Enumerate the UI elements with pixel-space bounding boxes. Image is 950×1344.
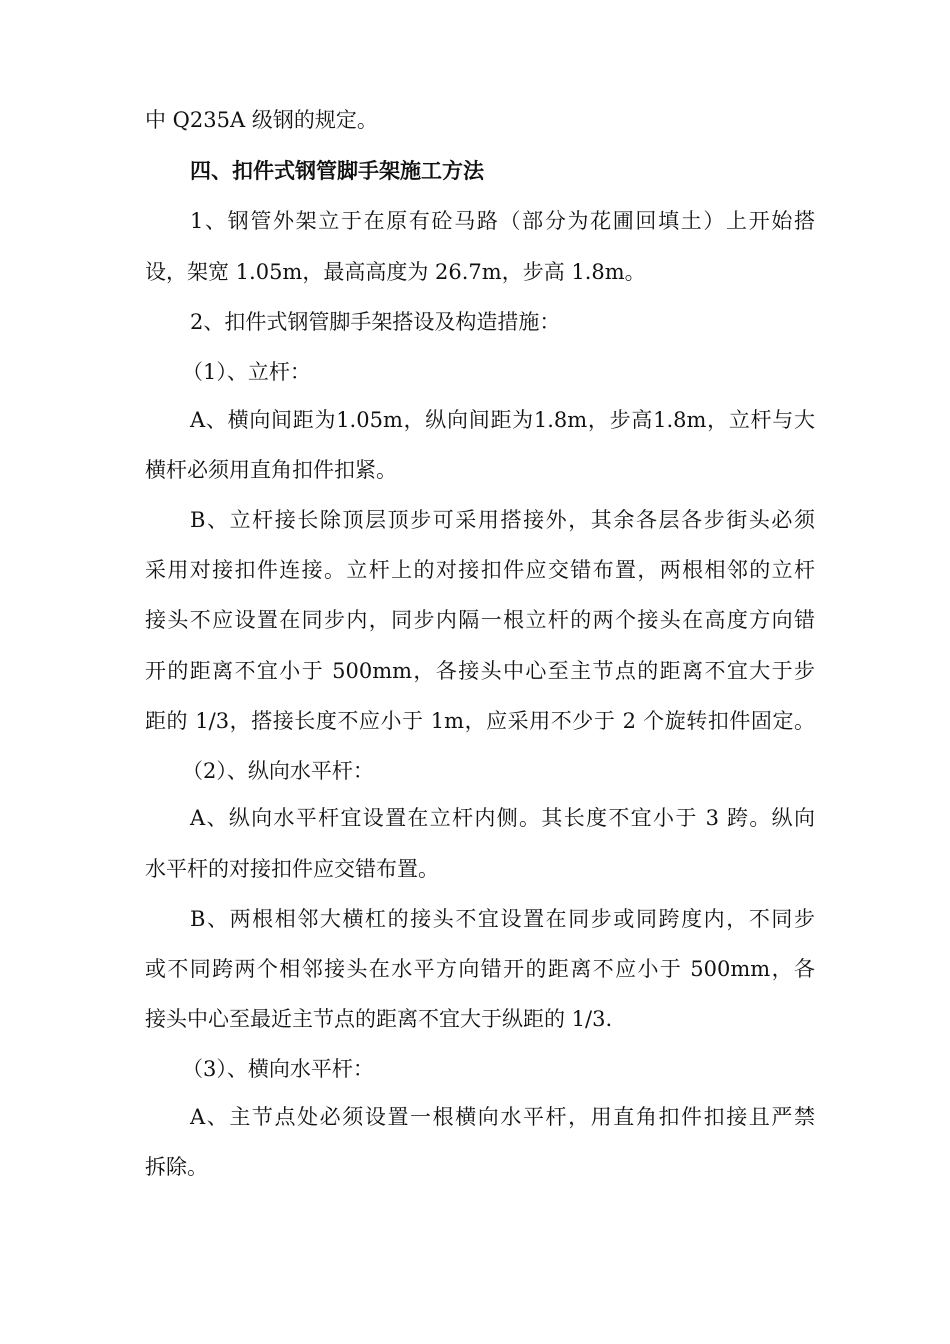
section-heading: 四、扣件式钢管脚手架施工方法 xyxy=(190,158,484,183)
subsection-heading: （2）、纵向水平杆： xyxy=(182,759,374,783)
text-line: A、纵向水平杆宜设置在立杆内侧。其长度不宜小于 3 跨。纵向 xyxy=(190,806,815,830)
text-line: 1、钢管外架立于在原有砼马路（部分为花圃回填土）上开始搭 xyxy=(190,209,815,233)
text-line: 或不同跨两个相邻接头在水平方向错开的距离不应小于 500mm，各 xyxy=(145,957,815,981)
text-line: 采用对接扣件连接。立杆上的对接扣件应交错布置，两根相邻的立杆 xyxy=(145,558,815,582)
text-line: A、横向间距为1.05m，纵向间距为1.8m，步高1.8m，立杆与大 xyxy=(190,408,815,432)
text-line: A、主节点处必须设置一根横向水平杆，用直角扣件扣接且严禁 xyxy=(190,1105,815,1129)
text-line: 距的 1/3，搭接长度不应小于 1m，应采用不少于 2 个旋转扣件固定。 xyxy=(145,709,815,733)
subsection-heading: （1）、立杆： xyxy=(182,360,311,384)
text-line: 中 Q235A 级钢的规定。 xyxy=(145,108,378,132)
text-line: 横杆必须用直角扣件扣紧。 xyxy=(145,458,397,482)
subsection-heading: （3）、横向水平杆： xyxy=(182,1057,374,1081)
text-line: 拆除。 xyxy=(145,1155,208,1179)
text-line: 2、扣件式钢管脚手架搭设及构造措施： xyxy=(190,310,561,334)
text-line: 开的距离不宜小于 500mm，各接头中心至主节点的距离不宜大于步 xyxy=(145,659,815,683)
text-line: B、两根相邻大横杠的接头不宜设置在同步或同跨度内，不同步 xyxy=(190,907,815,931)
text-line: 接头不应设置在同步内，同步内隔一根立杆的两个接头在高度方向错 xyxy=(145,608,815,632)
text-line: 水平杆的对接扣件应交错布置。 xyxy=(145,857,439,881)
text-line: B、立杆接长除顶层顶步可采用搭接外，其余各层各步街头必须 xyxy=(190,508,815,532)
text-line: 接头中心至最近主节点的距离不宜大于纵距的 1/3. xyxy=(145,1007,613,1031)
text-line: 设，架宽 1.05m，最高高度为 26.7m，步高 1.8m。 xyxy=(145,260,646,284)
